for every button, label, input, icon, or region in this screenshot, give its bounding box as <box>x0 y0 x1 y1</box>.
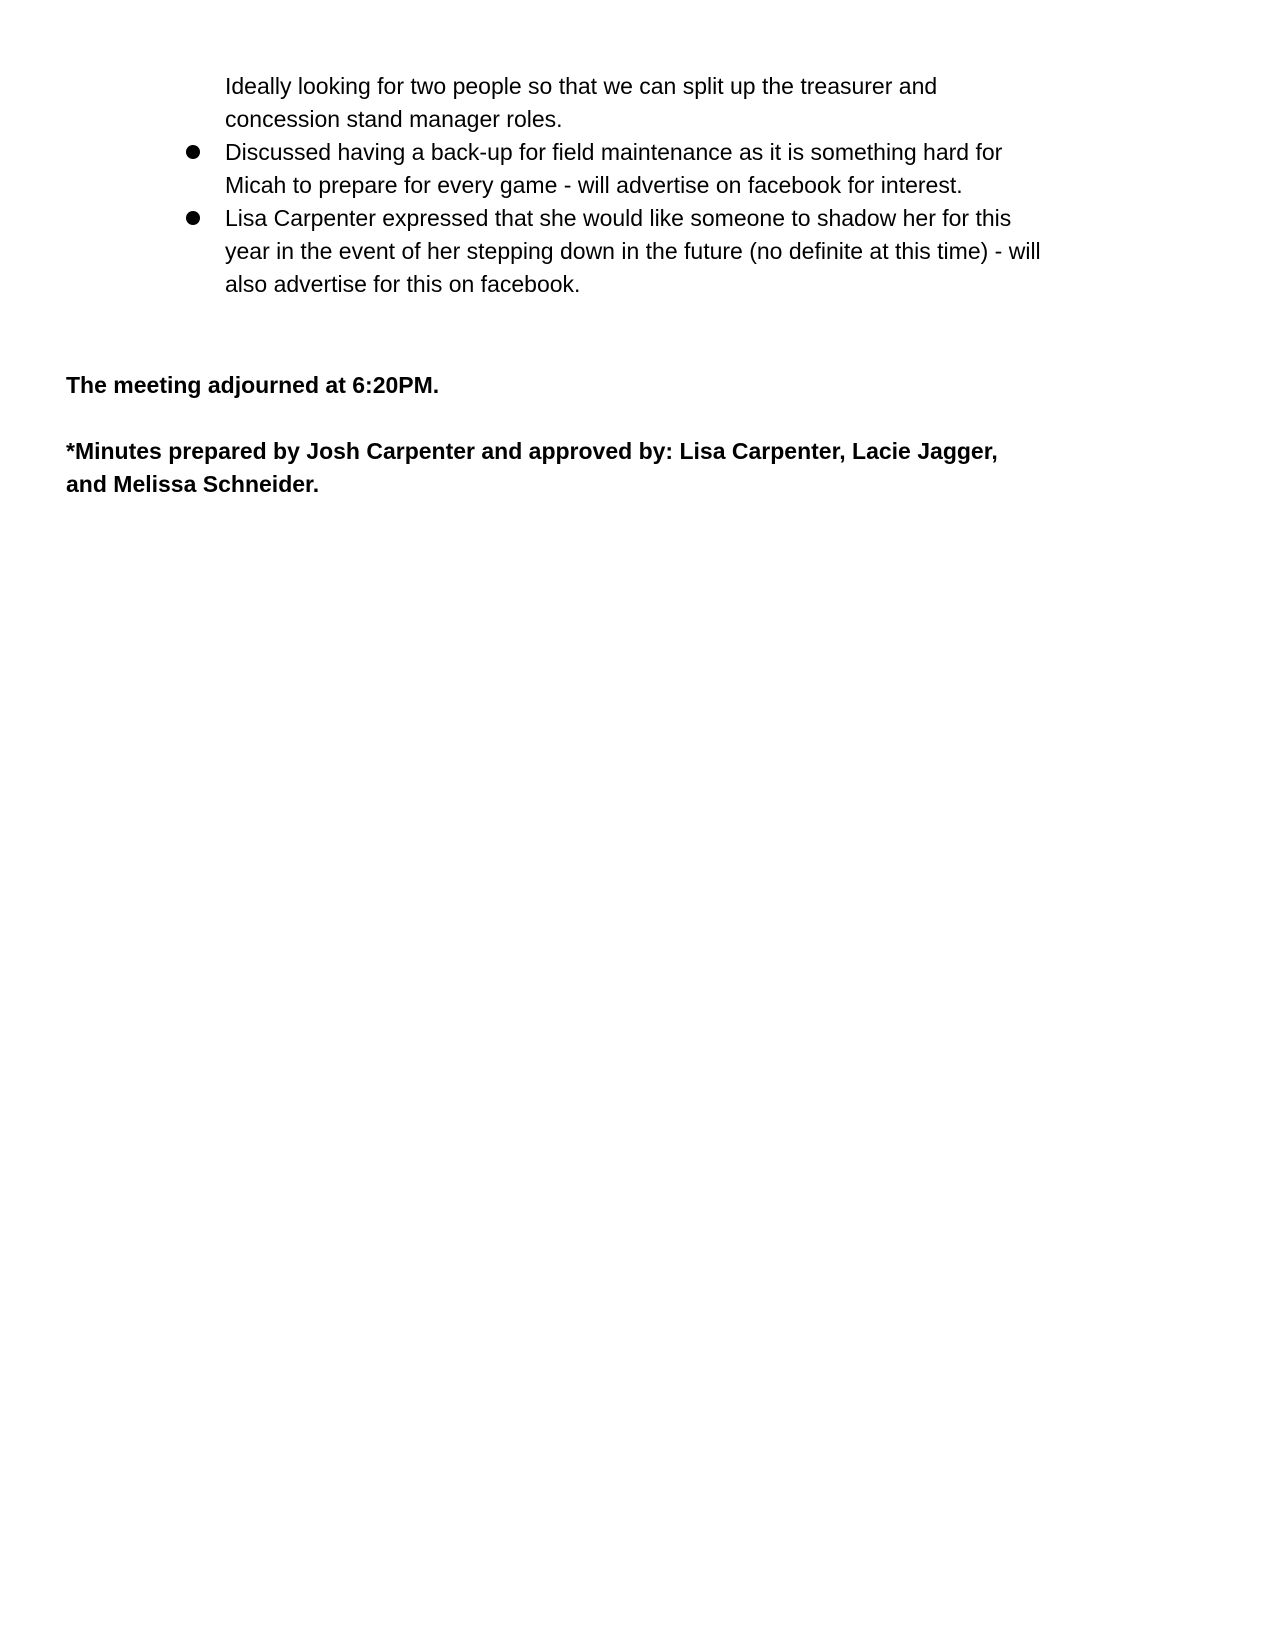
adjournment-line: The meeting adjourned at 6:20PM. <box>66 372 440 398</box>
list-item-shadow-request <box>0 202 1275 301</box>
discussion-list <box>0 70 1275 301</box>
bullet-icon <box>186 211 200 225</box>
approval-line: *Minutes prepared by Josh Carpenter and approved by: Lisa Carpenter, Lacie Jagger, and Melissa Schneider. <box>66 438 998 497</box>
list-item-text: Lisa Carpenter expressed that she would like someone to shadow her for this year in the event of her stepping down in the future (no definite at this time) - will also advertise for this on facebook. <box>225 205 1041 297</box>
list-item-continuation <box>0 70 1275 136</box>
closing-section <box>66 336 1166 534</box>
list-item-text: Discussed having a back-up for field maintenance as it is something hard for Micah to prepare for every game - will advertise on facebook for interest. <box>225 139 1003 198</box>
bullet-icon <box>186 145 200 159</box>
list-item-field-maintenance <box>0 136 1275 202</box>
list-item-text: Ideally looking for two people so that we can split up the treasurer and concession stand manager roles. <box>225 73 938 132</box>
